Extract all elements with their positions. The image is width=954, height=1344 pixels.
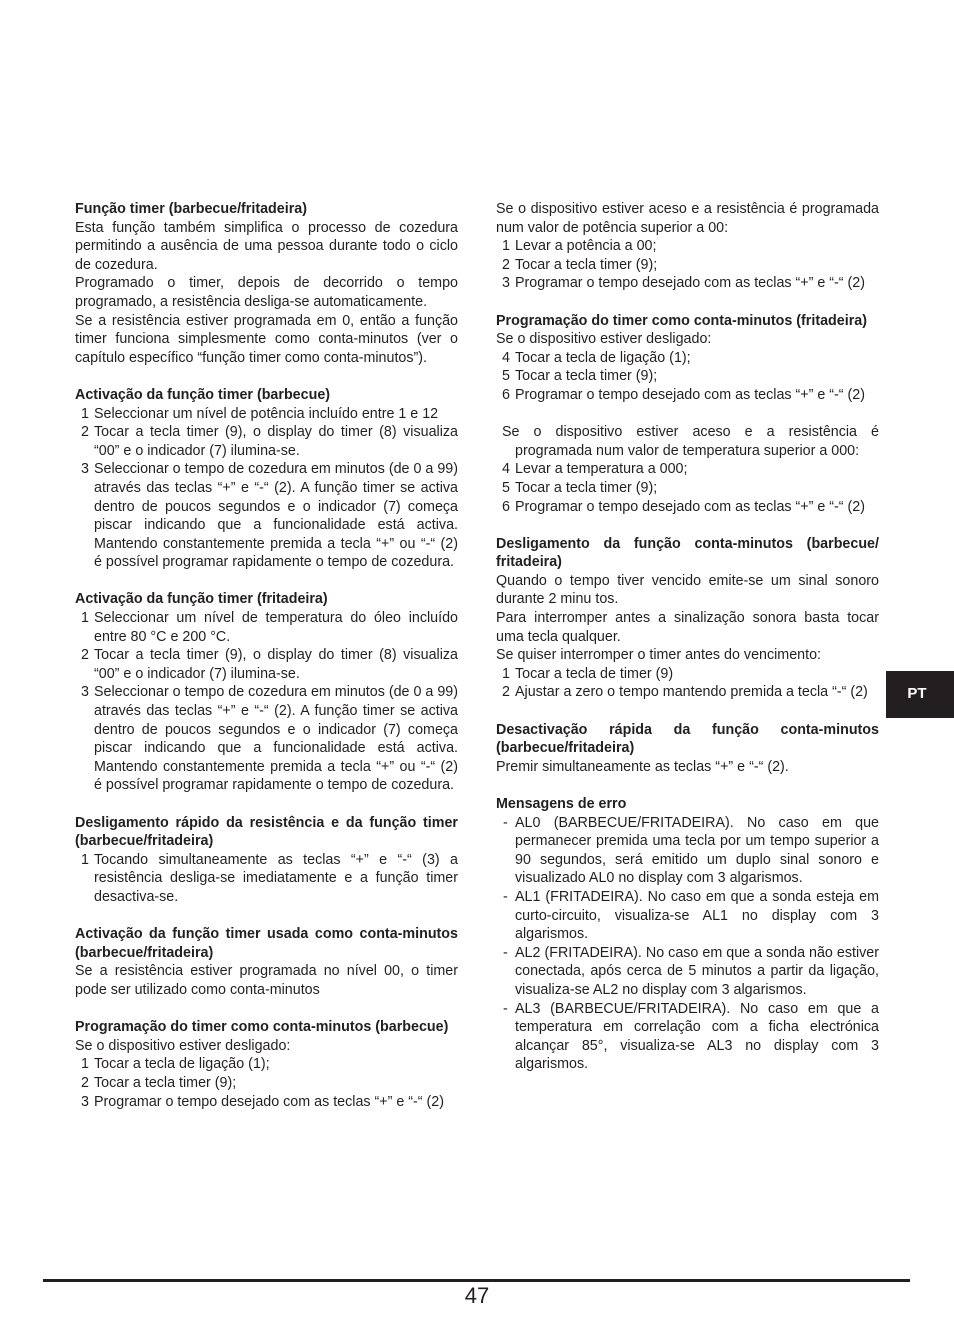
item-number: 4 xyxy=(502,461,510,478)
item-text: Tocar a tecla timer (9); xyxy=(515,256,658,273)
list-item xyxy=(496,256,879,275)
section-heading: Activação da função timer (fritadeira) xyxy=(75,591,328,608)
item-text: Seleccionar o tempo de cozedura em minutos (de 0 a 99) através das teclas “+” e “-“ (2). A função timer se activa dentro de poucos segundos e o indicador (7) começa piscar indicando que a funcionalidade está activa. Mantendo constantemente premida a tecla “+” ou “-“ (2) é possível programar rapidamente o tempo de cozedura. xyxy=(94,461,458,571)
section-minute-minder-shutdown xyxy=(496,535,879,702)
item-number: 1 xyxy=(502,238,510,255)
paragraph: Se o dispositivo estiver desligado: xyxy=(75,1037,291,1054)
item-number: 4 xyxy=(502,349,510,366)
section-heading: Desligamento rápido da resistência e da função timer (barbecue/fritadeira) xyxy=(75,814,458,850)
item-text: Programar o tempo desejado com as teclas “+” e “-“ (2) xyxy=(94,1093,445,1110)
list-item xyxy=(496,367,879,386)
item-number: 1 xyxy=(502,665,510,682)
section-quick-deactivation xyxy=(496,721,879,777)
section-minute-minder-fryer xyxy=(496,312,879,405)
language-tab: PT xyxy=(886,671,954,718)
item-number: 1 xyxy=(81,1056,89,1073)
section-quick-shutdown xyxy=(75,814,458,907)
item-text: Tocar a tecla timer (9), o display do timer (8) visualiza “00” e o indicador (7) ilumina-se. xyxy=(94,647,458,682)
list-item xyxy=(75,851,458,907)
list-item xyxy=(75,1055,458,1074)
item-text: Tocar a tecla de timer (9) xyxy=(515,665,674,682)
paragraph: Quando o tempo tiver vencido emite-se um sinal sonoro durante 2 minu tos. xyxy=(496,572,879,608)
list-item xyxy=(75,1074,458,1093)
list-item xyxy=(496,814,879,888)
section-heading: Activação da função timer usada como conta-minutos (barbecue/fritadeira) xyxy=(75,926,458,961)
paragraph: Premir simultaneamente as teclas “+” e “-“ (2). xyxy=(496,758,789,775)
item-bullet: - xyxy=(503,944,508,961)
item-text: Tocar a tecla timer (9); xyxy=(515,368,658,385)
item-text: Ajustar a zero o tempo mantendo premida a tecla “-“ (2) xyxy=(515,684,868,701)
list-item xyxy=(496,888,879,944)
item-number: 5 xyxy=(502,479,510,496)
list-item xyxy=(496,349,879,368)
item-number: 3 xyxy=(81,684,89,701)
section-minute-minder-barbecue xyxy=(75,1018,458,1111)
paragraph: Se o dispositivo estiver desligado: xyxy=(496,331,712,348)
item-number: 3 xyxy=(81,461,89,478)
list-item xyxy=(75,405,458,424)
item-text: AL0 (BARBECUE/FRITADEIRA). No caso em que permanecer premida uma tecla por um tempo superior a 90 segundos, será emitido um duplo sinal sonoro e visualizado AL0 no display com 3 algarismos. xyxy=(515,814,879,887)
item-number: 1 xyxy=(81,851,89,868)
list-item xyxy=(496,683,879,702)
item-text: Levar a potência a 00; xyxy=(515,238,657,255)
item-text: Programar o tempo desejado com as teclas “+” e “-“ (2) xyxy=(515,498,866,515)
paragraph: Se o dispositivo estiver aceso e a resistência é programada num valor de temperatura superior a 000: xyxy=(502,424,879,459)
item-number: 3 xyxy=(502,275,510,292)
list-item xyxy=(496,944,879,1000)
list-item xyxy=(75,460,458,572)
list-item xyxy=(496,460,879,479)
item-text: Programar o tempo desejado com as teclas “+” e “-“ (2) xyxy=(515,275,866,292)
item-text: Seleccionar o tempo de cozedura em minutos (de 0 a 99) através das teclas “+” e “-“ (2). A função timer se activa dentro de poucos segundos e o indicador (7) começa piscar indicando que a funcionalidade está activa. Mantendo constantemente premida a tecla “+” ou “-“ (2) é possível programar rapidamente o tempo de cozedura. xyxy=(94,684,458,794)
section-minute-minder-activation xyxy=(75,925,458,999)
section-heading: Programação do timer como conta-minutos (fritadeira) xyxy=(496,312,867,329)
section-heading: Activação da função timer (barbecue) xyxy=(75,386,331,403)
item-text: AL2 (FRITADEIRA). No caso em que a sonda não estiver conectada, após cerca de 5 minutos a partir da ligação, visualiza-se AL2 no display com 3 algarismos. xyxy=(515,944,879,998)
item-number: 2 xyxy=(502,684,510,701)
item-text: Programar o tempo desejado com as teclas “+” e “-“ (2) xyxy=(515,386,866,403)
section-device-on-temperature xyxy=(496,423,879,516)
item-bullet: - xyxy=(503,888,508,905)
item-text: Tocar a tecla timer (9); xyxy=(515,479,658,496)
item-number: 2 xyxy=(81,424,89,441)
list-item xyxy=(496,479,879,498)
item-text: Tocar a tecla de ligação (1); xyxy=(94,1056,270,1073)
item-text: Levar a temperatura a 000; xyxy=(515,461,688,478)
list-item xyxy=(75,683,458,795)
paragraph: Se quiser interromper o timer antes do vencimento: xyxy=(496,647,822,664)
section-heading: Desligamento da função conta-minutos (barbecue/ fritadeira) xyxy=(496,535,879,571)
list-item xyxy=(75,646,458,683)
item-number: 2 xyxy=(81,1074,89,1091)
item-text: AL3 (BARBECUE/FRITADEIRA). No caso em que a temperatura em correlação com a ficha electrónica alcançar 85°, visualiza-se AL3 no display com 3 algarismos. xyxy=(515,1000,879,1073)
item-text: Tocar a tecla de ligação (1); xyxy=(515,349,691,366)
item-text: Tocando simultaneamente as teclas “+” e “-“ (3) a resistência desliga-se imediatamente e a função timer desactiva-se. xyxy=(94,851,458,905)
paragraph: Se o dispositivo estiver aceso e a resistência é programada num valor de potência superior a 00: xyxy=(496,201,879,236)
item-text: Seleccionar um nível de temperatura do óleo incluído entre 80 °C e 200 °C. xyxy=(94,610,458,645)
item-text: Tocar a tecla timer (9); xyxy=(94,1074,237,1091)
paragraph: Se a resistência estiver programada em 0, então a função timer funciona simplesmente como conta-minutos (ver o capítulo específico “função timer como conta-minutos”). xyxy=(75,312,458,366)
item-number: 6 xyxy=(502,498,510,515)
section-timer-activation-barbecue xyxy=(75,386,458,572)
paragraph: Para interromper antes a sinalização sonora basta tocar uma tecla qualquer. xyxy=(496,610,879,645)
list-item xyxy=(496,1000,879,1074)
list-item xyxy=(75,1093,458,1112)
section-timer-activation-fryer xyxy=(75,590,458,795)
list-item xyxy=(496,386,879,405)
item-number: 3 xyxy=(81,1093,89,1110)
section-timer-function xyxy=(75,200,458,367)
list-item xyxy=(75,609,458,646)
section-heading: Desactivação rápida da função conta-minutos (barbecue/fritadeira) xyxy=(496,721,879,757)
list-item xyxy=(496,274,879,293)
page-number: 47 xyxy=(464,1283,490,1308)
item-text: AL1 (FRITADEIRA). No caso em que a sonda esteja em curto-circuito, visualiza-se AL1 no display com 3 algarismos. xyxy=(515,888,879,943)
section-heading: Mensagens de erro xyxy=(496,796,627,812)
item-bullet: - xyxy=(503,1000,508,1017)
item-text: Seleccionar um nível de potência incluído entre 1 e 12 xyxy=(94,405,439,422)
item-number: 6 xyxy=(502,386,510,403)
item-number: 2 xyxy=(81,647,89,664)
paragraph: Programado o timer, depois de decorrido o tempo programado, a resistência desliga-se automaticamente. xyxy=(75,275,458,310)
footer-divider xyxy=(43,1279,910,1282)
paragraph: Esta função também simplifica o processo de cozedura permitindo a ausência de uma pessoa durante todo o ciclo de cozedura. xyxy=(75,219,458,273)
item-number: 1 xyxy=(81,405,89,422)
item-number: 2 xyxy=(502,256,510,273)
list-item xyxy=(496,665,879,684)
left-column xyxy=(75,200,458,1130)
section-heading: Programação do timer como conta-minutos (barbecue) xyxy=(75,1019,449,1036)
item-text: Tocar a tecla timer (9), o display do timer (8) visualiza “00” e o indicador (7) ilumina-se. xyxy=(94,424,458,459)
item-bullet: - xyxy=(503,814,508,831)
list-item xyxy=(496,498,879,517)
section-error-messages xyxy=(496,795,879,1074)
list-item xyxy=(75,423,458,460)
section-device-on-power xyxy=(496,200,879,293)
section-heading: Função timer (barbecue/fritadeira) xyxy=(75,201,307,217)
list-item xyxy=(496,237,879,256)
paragraph: Se a resistência estiver programada no nível 00, o timer pode ser utilizado como conta-minutos xyxy=(75,963,458,998)
right-column xyxy=(496,200,879,1093)
item-number: 1 xyxy=(81,610,89,627)
item-number: 5 xyxy=(502,368,510,385)
